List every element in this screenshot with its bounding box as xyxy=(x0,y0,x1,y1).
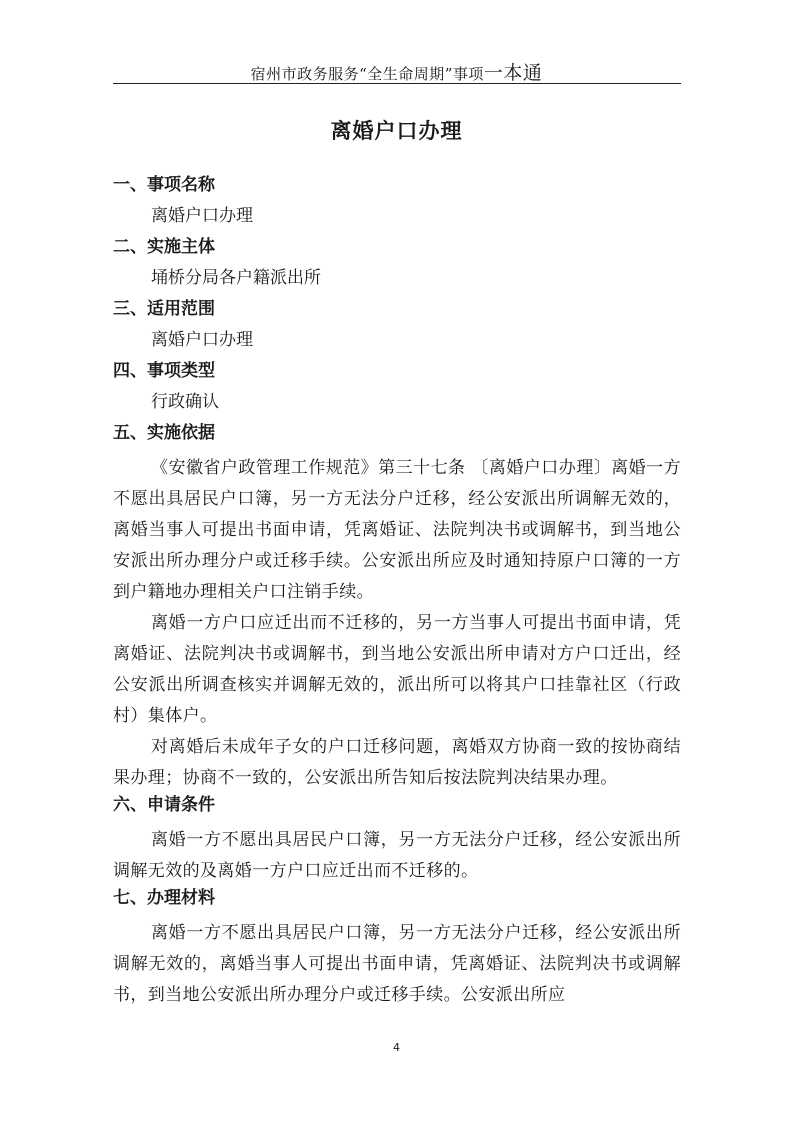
section-value-item-type: 行政确认 xyxy=(151,392,219,412)
section-heading-scope: 三、适用范围 xyxy=(113,299,215,319)
section-heading-implementing-body: 二、实施主体 xyxy=(113,237,215,257)
page-number: 4 xyxy=(393,1041,400,1054)
legal-basis-paragraph-2: 离婚一方户口应迁出而不迁移的，另一方当事人可提出书面申请，凭离婚证、法院判决书或调解书，到当地公安派出所申请对方户口迁出，经公安派出所调查核实并调解无效的，派出所可以将其户口挂靠社区（行政村）集体户。 xyxy=(113,613,681,726)
section-value-implementing-body: 埇桥分局各户籍派出所 xyxy=(151,268,321,288)
conditions-paragraph: 离婚一方不愿出具居民户口簿，另一方无法分户迁移，经公安派出所调解无效的及离婚一方户口应迁出而不迁移的。 xyxy=(113,830,681,881)
document-body xyxy=(113,174,681,1011)
section-heading-materials: 七、办理材料 xyxy=(113,888,215,908)
section-value-item-name: 离婚户口办理 xyxy=(151,206,253,226)
materials-paragraph: 离婚一方不愿出具居民户口簿，另一方无法分户迁移，经公安派出所调解无效的，离婚当事人可提出书面申请，凭离婚证、法院判决书或调解书，到当地公安派出所办理分户或迁移手续。公安派出所应 xyxy=(113,923,681,1005)
header-rule xyxy=(113,83,681,84)
legal-basis-paragraph-1: 《安徽省户政管理工作规范》第三十七条 〔离婚户口办理〕离婚一方不愿出具居民户口簿，另一方无法分户迁移，经公安派出所调解无效的，离婚当事人可提出书面申请，凭离婚证、法院判决书或调解书，到当地公安派出所办理分户或迁移手续。公安派出所应及时通知持原户口簿的一方到户籍地办理相关户口注销手续。 xyxy=(113,458,681,602)
document-title: 离婚户口办理 xyxy=(330,119,463,143)
running-header-text: 宿州市政务服务“全生命周期”事项 xyxy=(250,65,484,83)
running-header xyxy=(0,58,793,85)
legal-basis-paragraph-3: 对离婚后未成年子女的户口迁移问题，离婚双方协商一致的按协商结果办理；协商不一致的，公安派出所告知后按法院判决结果办理。 xyxy=(113,737,681,788)
section-heading-item-name: 一、事项名称 xyxy=(113,175,215,195)
section-heading-item-type: 四、事项类型 xyxy=(113,361,215,381)
section-heading-legal-basis: 五、实施依据 xyxy=(113,423,215,443)
section-value-scope: 离婚户口办理 xyxy=(151,330,253,350)
running-header-text-large: 一本通 xyxy=(483,62,543,84)
section-heading-conditions: 六、申请条件 xyxy=(113,795,215,815)
